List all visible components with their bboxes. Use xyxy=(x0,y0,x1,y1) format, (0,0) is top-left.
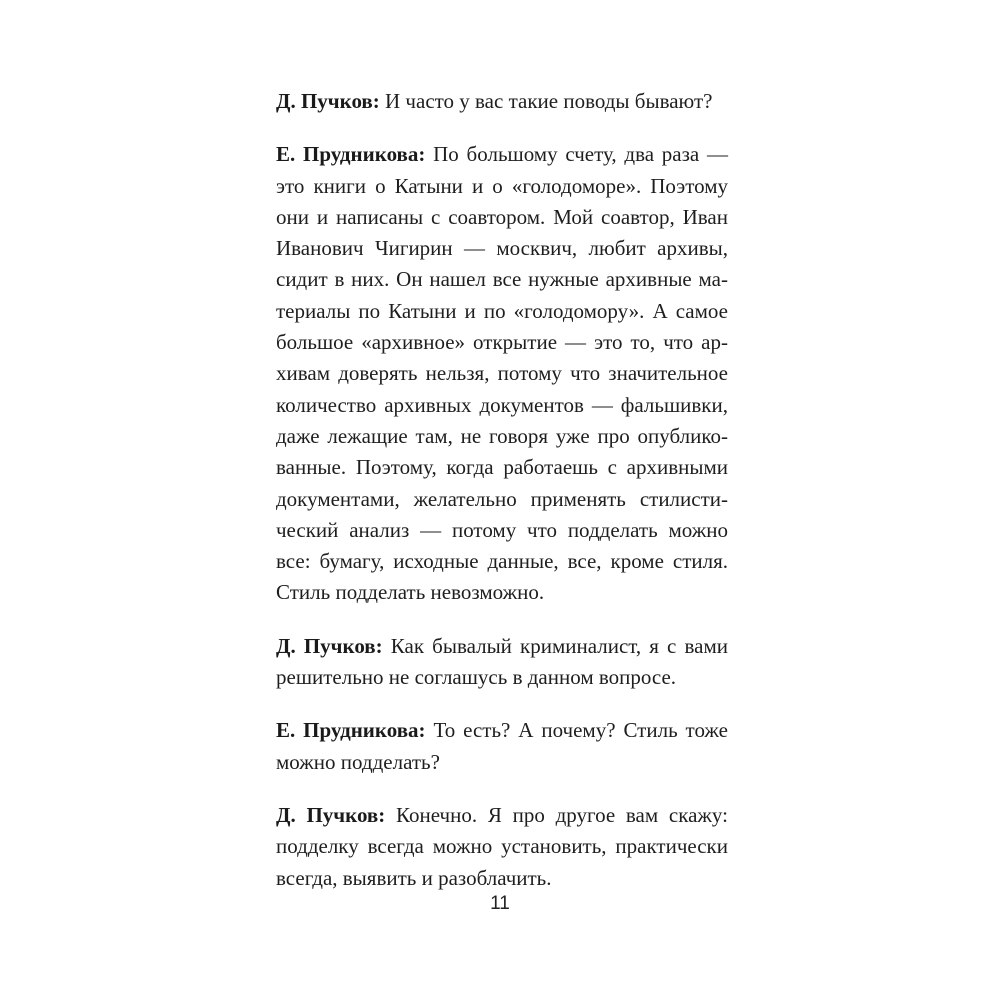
text-line: Стиль подделать невозможно. xyxy=(276,580,545,605)
text-line: териалы по Катыни и по «голодомору». А самое xyxy=(276,298,728,323)
text-line: они и написаны с соавтором. Мой соавтор, Иван xyxy=(276,204,728,229)
text-line: все: бумагу, исходные данные, все, кроме стиля. xyxy=(276,549,728,574)
page-number: 11 xyxy=(490,893,510,914)
dialogue-paragraph xyxy=(276,86,728,117)
dialogue-text xyxy=(276,86,728,916)
text-line: сидит в них. Он нашел все нужные архивные ма- xyxy=(276,267,728,292)
text-line xyxy=(276,631,728,662)
text-line: подделку всегда можно установить, практически xyxy=(276,834,728,859)
text-line: ванные. Поэтому, когда работаешь с архивными xyxy=(276,455,728,480)
text-line xyxy=(276,715,728,746)
speaker-name: Е. Прудникова: xyxy=(276,718,426,743)
speaker-name: Д. Пучков: xyxy=(276,802,386,827)
speaker-name: Д. Пучков: xyxy=(276,89,380,113)
speaker-name: Е. Прудникова: xyxy=(276,142,426,167)
text-line: решительно не соглашусь в данном вопросе. xyxy=(276,665,677,690)
text-line: количество архивных документов — фальшивки, xyxy=(276,392,728,417)
text-line xyxy=(276,800,728,831)
line-text: То есть? А почему? Стиль тоже xyxy=(425,718,728,743)
dialogue-paragraph xyxy=(276,715,728,778)
line-text: Как бывалый криминалист, я с вами xyxy=(382,633,728,658)
line-text: По большому счету, два раза — xyxy=(425,142,728,167)
dialogue-paragraph xyxy=(276,800,728,894)
text-line: большое «архивное» открытие — это то, что ар- xyxy=(276,330,728,355)
text-line: ческий анализ — потому что подделать можно xyxy=(276,517,728,542)
text-line: можно подделать? xyxy=(276,749,440,774)
text-line: документами, желательно применять стилисти- xyxy=(276,486,728,511)
text-line xyxy=(276,139,728,170)
speaker-name: Д. Пучков: xyxy=(276,633,383,658)
text-line xyxy=(276,86,728,117)
text-line: даже лежащие там, не говоря уже про опублико- xyxy=(276,423,728,448)
text-line: Иванович Чигирин — москвич, любит архивы, xyxy=(276,236,728,261)
line-text: И часто у вас такие поводы бывают? xyxy=(379,89,713,113)
dialogue-paragraph xyxy=(276,631,728,694)
line-text: Конечно. Я про другое вам скажу: xyxy=(385,802,728,827)
text-line: это книги о Катыни и о «голодоморе». Поэтому xyxy=(276,173,728,198)
text-line: хивам доверять нельзя, потому что значительное xyxy=(276,361,728,386)
dialogue-paragraph xyxy=(276,139,728,608)
text-line: всегда, выявить и разоблачить. xyxy=(276,865,552,890)
